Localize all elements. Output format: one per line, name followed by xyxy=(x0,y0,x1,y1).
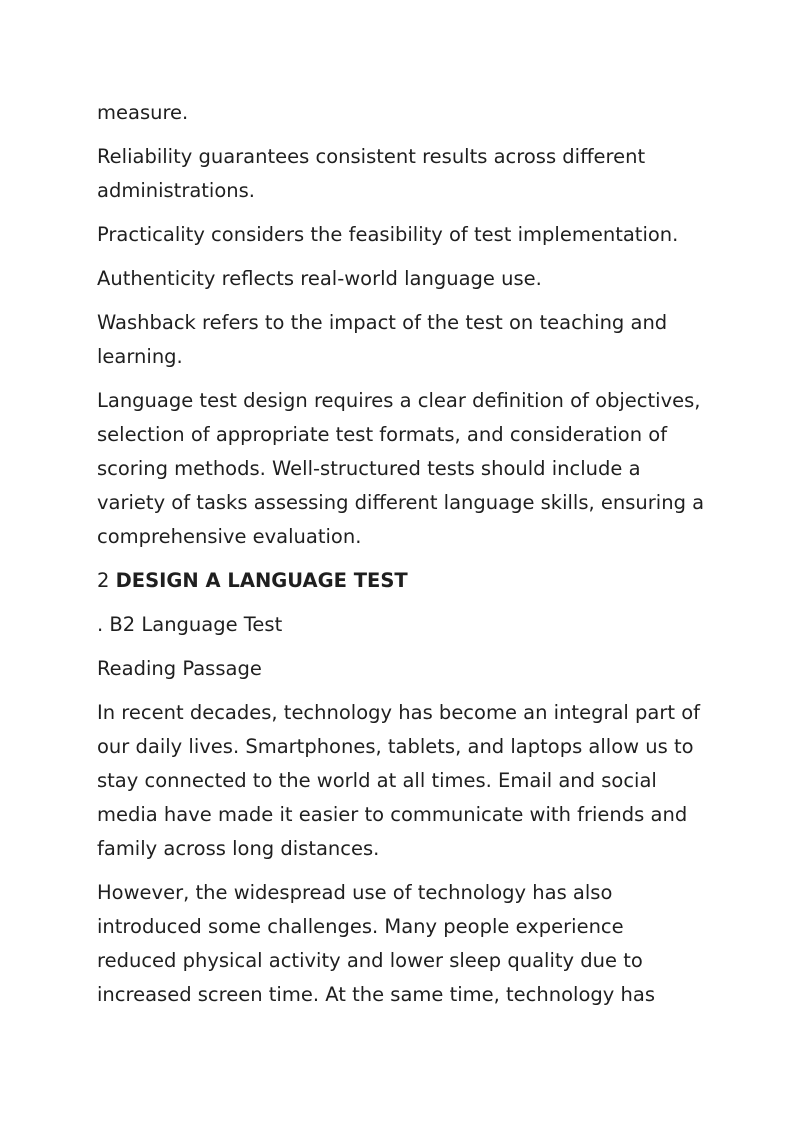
paragraph-measure-end: measure. xyxy=(97,101,189,124)
document-page xyxy=(97,96,707,1022)
passage-paragraph-1: In recent decades, technology has become an integral part of our daily lives. Smartphones, tablets, and laptops allow us to stay connected to the world at all times. Email and social media have made it easier to communicate with friends and family across long distances. xyxy=(97,701,701,860)
test-title: . B2 Language Test xyxy=(97,613,283,636)
paragraph-washback: Washback refers to the impact of the test on teaching and learning. xyxy=(97,311,668,368)
paragraph-test-design: Language test design requires a clear definition of objectives, selection of appropriate test formats, and consideration of scoring methods. Well-structured tests should include a variety of tasks assessing different language skills, ensuring a comprehensive evaluation. xyxy=(97,389,705,548)
paragraph-reliability: Reliability guarantees consistent results across different administrations. xyxy=(97,145,646,202)
section-heading xyxy=(97,564,707,598)
passage-heading: Reading Passage xyxy=(97,657,262,680)
section-number: 2 xyxy=(97,569,110,592)
paragraph-authenticity: Authenticity reflects real-world language use. xyxy=(97,267,542,290)
passage-paragraph-2: However, the widespread use of technology has also introduced some challenges. Many people experience reduced physical activity and lower sleep quality due to increased screen time. At the same time, technology has xyxy=(97,881,655,1006)
section-title: DESIGN A LANGUAGE TEST xyxy=(115,569,408,592)
paragraph-practicality: Practicality considers the feasibility of test implementation. xyxy=(97,223,679,246)
